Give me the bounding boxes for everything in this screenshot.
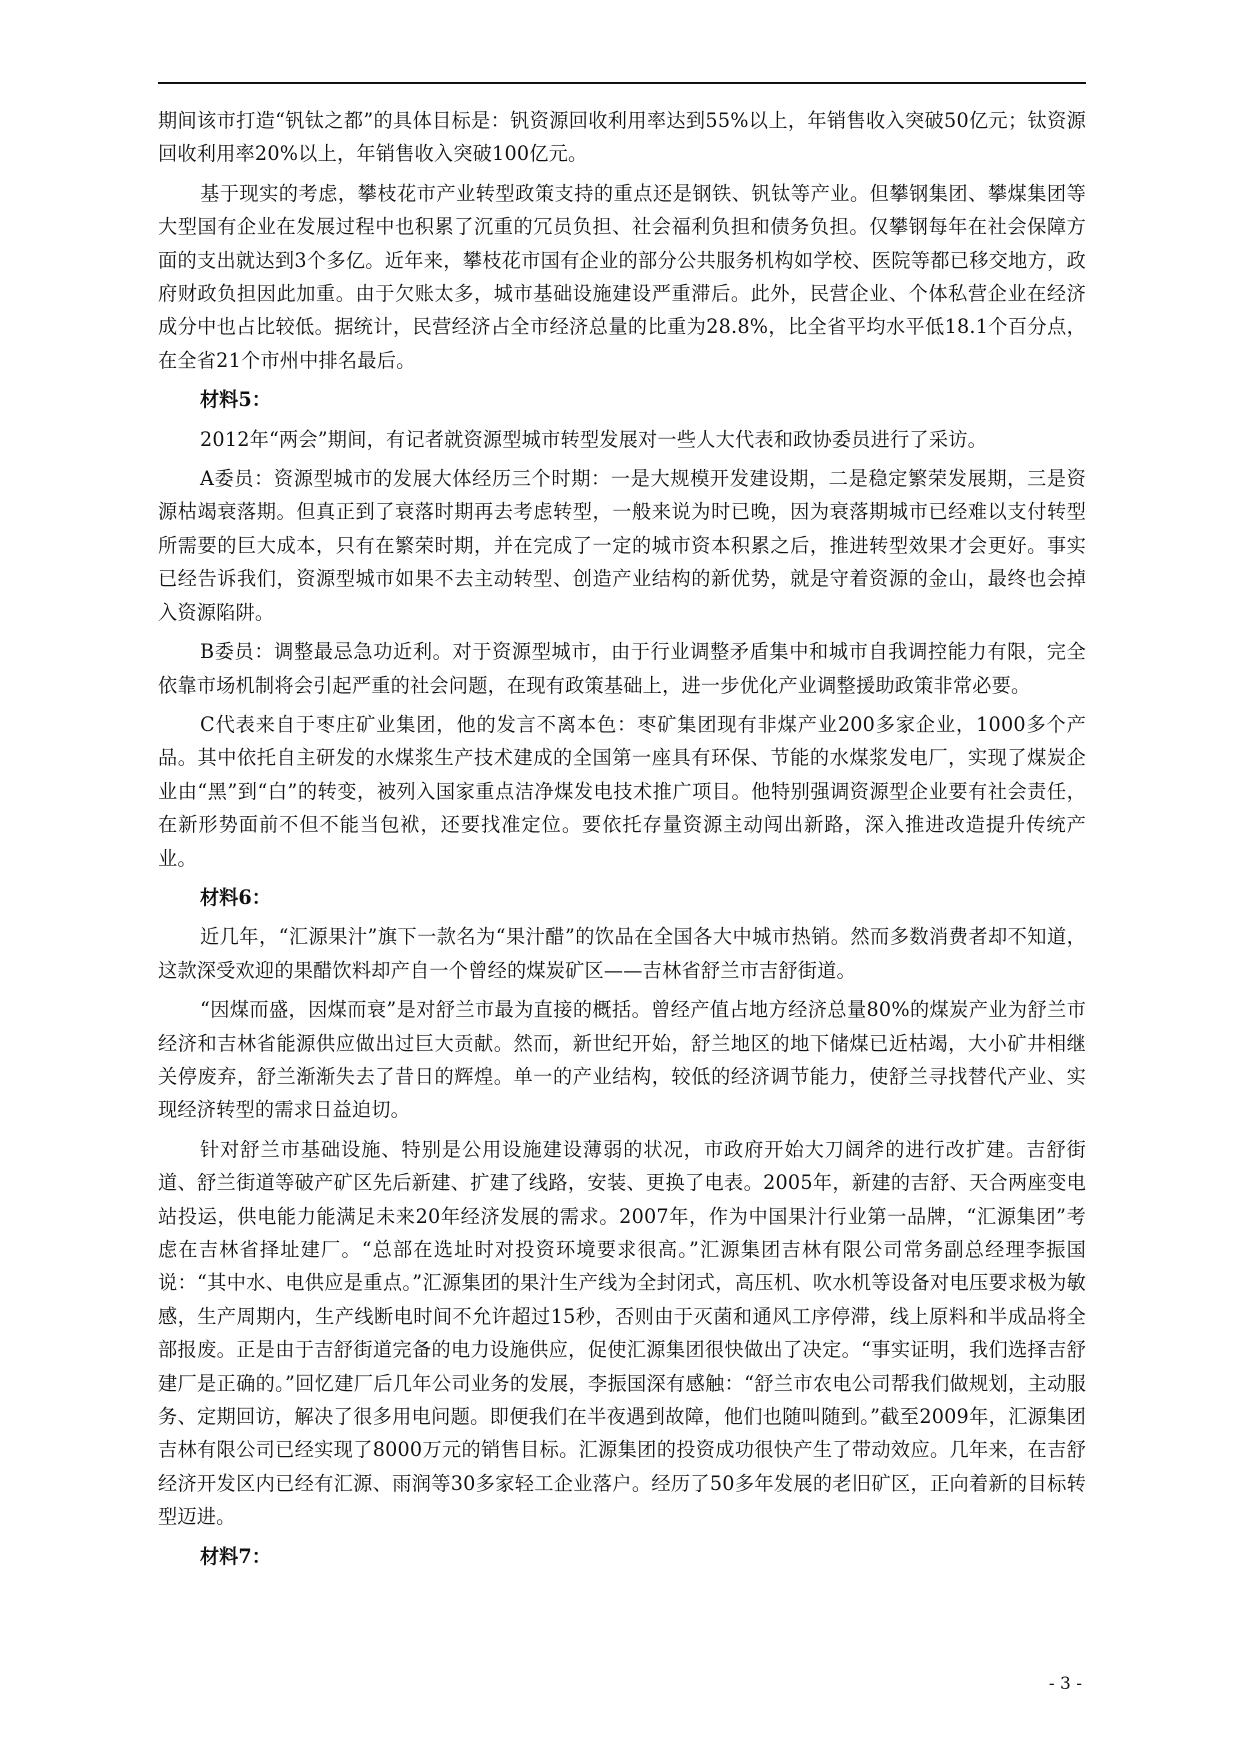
paragraph: 基于现实的考虑，攀枝花市产业转型政策支持的重点还是钢铁、钒钛等产业。但攀钢集团、攀煤集团等大型国有企业在发展过程中也积累了沉重的冗员负担、社会福利负担和债务负担。仅攀钢每年在社会保障方面的支出就达到3个多亿。近年来，攀枝花市国有企业的部分公共服务机构如学校、医院等都已移交地方，政府财政负担因此加重。由于欠账太多，城市基础设施建设严重滞后。此外，民营企业、个体私营企业在经济成分中也占比较低。据统计，民营经济占全市经济总量的比重为28.8%，比全省平均水平低18.1个百分点，在全省21个市州中排名最后。 <box>158 181 1086 372</box>
paragraph: C代表来自于枣庄矿业集团，他的发言不离本色：枣矿集团现有非煤产业200多家企业，1000多个产品。其中依托自主研发的水煤浆生产技术建成的全国第一座具有环保、节能的水煤浆发电厂，实现了煤炭企业由“黑”到“白”的转变，被列入国家重点洁净煤发电技术推广项目。他特别强调资源型企业要有社会责任，在新形势面前不但不能当包袱，还要找准定位。要依托存量资源主动闯出新路，深入推进改造提升传统产业。 <box>158 712 1086 870</box>
paragraph: A委员：资源型城市的发展大体经历三个时期：一是大规模开发建设期，二是稳定繁荣发展期，三是资源枯竭衰落期。但真正到了衰落时期再去考虑转型，一般来说为时已晚，因为衰落期城市已经难以支付转型所需要的巨大成本，只有在繁荣时期，并在完成了一定的城市资本积累之后，推进转型效果才会更好。事实已经告诉我们，资源型城市如果不去主动转型、创造产业结构的新优势，就是守着资源的金山，最终也会掉入资源陷阱。 <box>158 467 1086 624</box>
paragraph: 2012年“两会”期间，有记者就资源型城市转型发展对一些人大代表和政协委员进行了采访。 <box>200 427 987 451</box>
paragraph: 近几年，“汇源果汁”旗下一款名为“果汁醋”的饮品在全国各大中城市热销。然而多数消费者却不知道，这款深受欢迎的果醋饮料却产自一个曾经的煤炭矿区——吉林省舒兰市吉舒街道。 <box>158 925 1086 982</box>
page-number: - 3 - <box>1048 1674 1082 1694</box>
section-heading: 材料5： <box>200 388 271 412</box>
paragraph: 针对舒兰市基础设施、特别是公用设施建设薄弱的状况，市政府开始大刀阔斧的进行改扩建。吉舒街道、舒兰街道等破产矿区先后新建、扩建了线路，安装、更换了电表。2005年，新建的吉舒、天合两座变电站投运，供电能力能满足未来20年经济发展的需求。2007年，作为中国果汁行业第一品牌，“汇源集团”考虑在吉林省择址建厂。“总部在选址时对投资环境要求很高。”汇源集团吉林有限公司常务副总经理李振国说：“其中水、电供应是重点。”汇源集团的果汁生产线为全封闭式，高压机、吹水机等设备对电压要求极为敏感，生产周期内，生产线断电时间不允许超过15秒，否则由于灭菌和通风工序停滞，线上原料和半成品将全部报废。正是由于吉舒街道完备的电力设施供应，促使汇源集团很快做出了决定。“事实证明，我们选择吉舒建厂是正确的。”回忆建厂后几年公司业务的发展，李振国深有感触：“舒兰市农电公司帮我们做规划，主动服务、定期回访，解决了很多用电问题。即便我们在半夜遇到故障，他们也随叫随到。”截至2009年，汇源集团吉林有限公司已经实现了8000万元的销售目标。汇源集团的投资成功很快产生了带动效应。几年来，在吉舒经济开发区内已经有汇源、雨润等30多家轻工企业落户。经历了50多年发展的老旧矿区，正向着新的目标转型迈进。 <box>158 1137 1086 1529</box>
document-body <box>158 104 1086 1579</box>
paragraph: B委员：调整最忌急功近利。对于资源型城市，由于行业调整矛盾集中和城市自我调控能力有限，完全依靠市场机制将会引起严重的社会问题，在现有政策基础上，进一步优化产业调整援助政策非常必要。 <box>158 640 1086 697</box>
section-heading: 材料6： <box>200 885 271 909</box>
paragraph: “因煤而盛，因煤而衰”是对舒兰市最为直接的概括。曾经产值占地方经济总量80%的煤炭产业为舒兰市经济和吉林省能源供应做出过巨大贡献。然而，新世纪开始，舒兰地区的地下储煤已近枯竭，大小矿井相继关停废弃，舒兰渐渐失去了昔日的辉煌。单一的产业结构，较低的经济调节能力，使舒兰寻找替代产业、实现经济转型的需求日益迫切。 <box>158 998 1086 1122</box>
header-rule <box>158 82 1086 84</box>
section-heading: 材料7： <box>200 1544 271 1568</box>
paragraph: 期间该市打造“钒钛之都”的具体目标是：钒资源回收利用率达到55%以上，年销售收入突破50亿元；钛资源回收利用率20%以上，年销售收入突破100亿元。 <box>158 109 1086 166</box>
